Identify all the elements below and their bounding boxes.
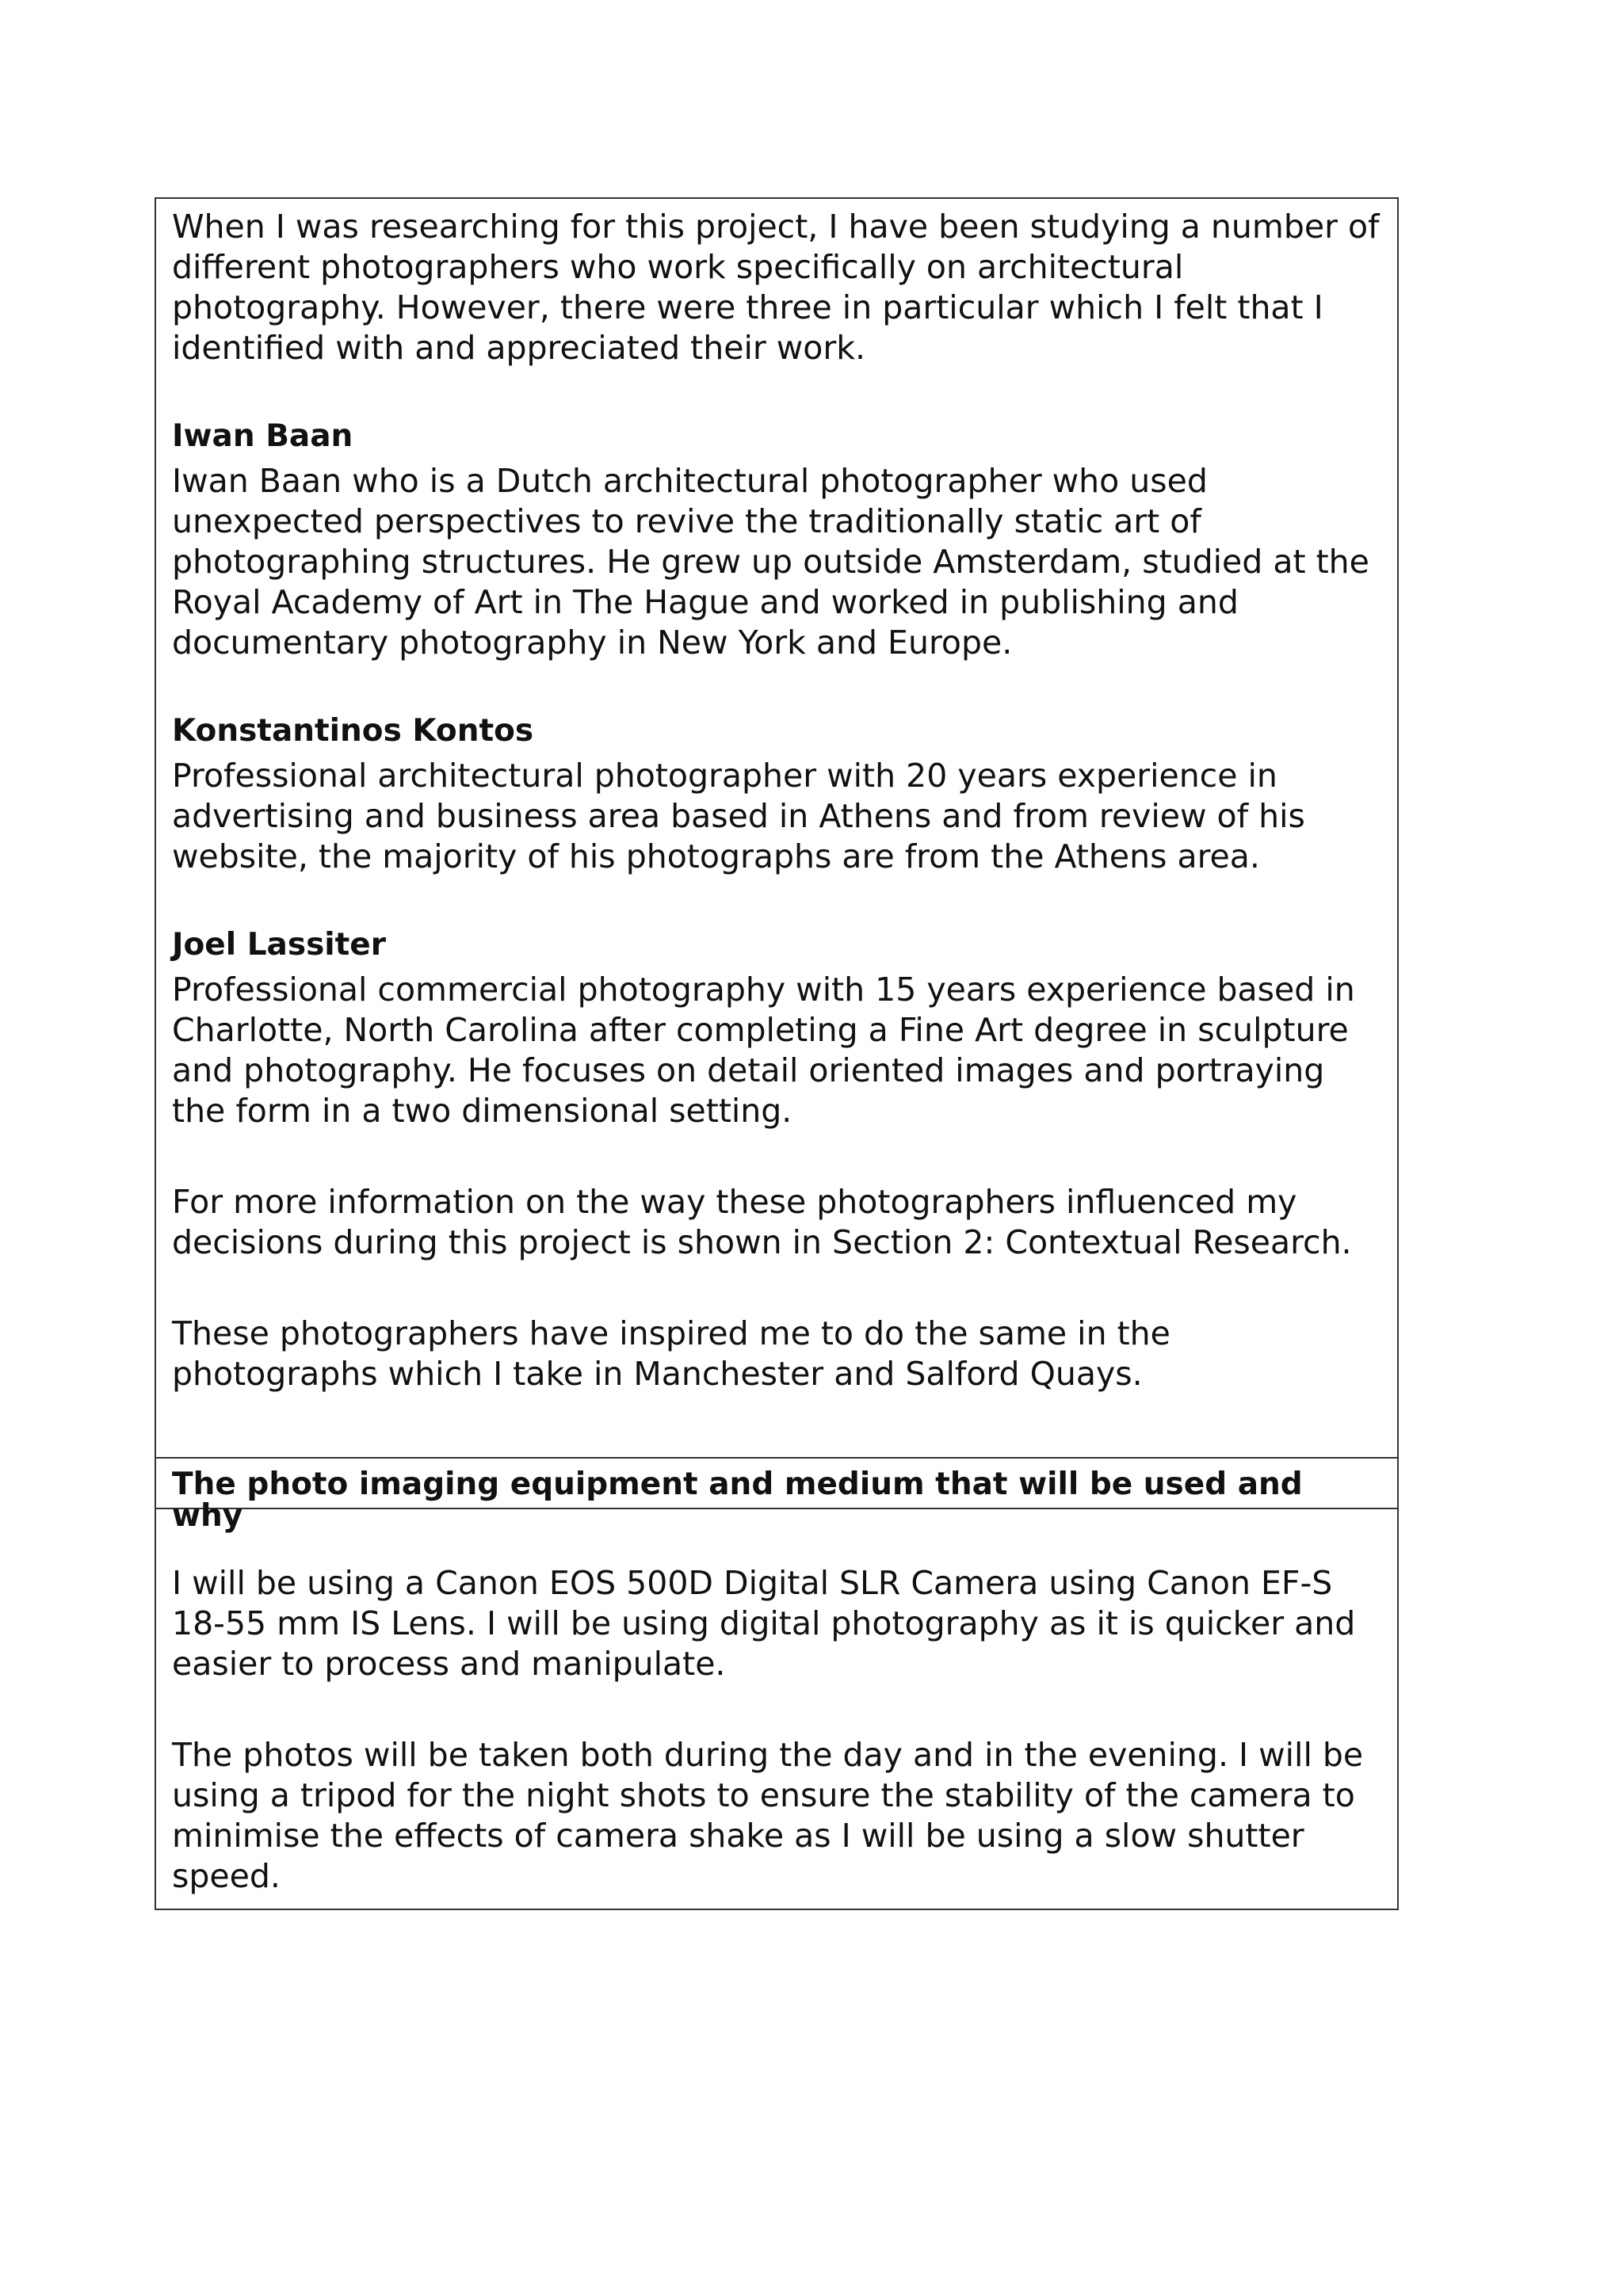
document-table bbox=[155, 197, 1399, 1910]
photographer-bio-iwan-baan: Iwan Baan who is a Dutch architectural photographer who used unexpected perspectives to revive the traditionally static art of photographing structures. He grew up outside Amsterdam, studied at the Royal Academy of Art in The Hague and worked in publishing and documentary photography in New York and Europe. bbox=[172, 462, 1369, 662]
photographer-name-konstantinos-kontos: Konstantinos Kontos bbox=[172, 713, 534, 749]
photographer-name-iwan-baan: Iwan Baan bbox=[172, 418, 353, 454]
photographer-bio-joel-lassiter: Professional commercial photography with 15 years experience based in Charlotte, North Carolina after completing a Fine Art degree in sculpture and photography. He focuses on detail oriented images and portraying the form in a two dimensional setting. bbox=[172, 971, 1355, 1130]
more-info-paragraph: For more information on the way these photographers influenced my decisions during this project is shown in Section 2: Contextual Research. bbox=[172, 1183, 1352, 1261]
equipment-section-heading: The photo imaging equipment and medium that will be used and why bbox=[172, 1466, 1303, 1534]
intro-paragraph: When I was researching for this project, I have been studying a number of different photographers who work specifically on architectural photography. However, there were three in particular which I felt that I identified with and appreciated their work. bbox=[172, 208, 1380, 367]
inspiration-paragraph: These photographers have inspired me to do the same in the photographs which I take in Manchester and Salford Quays. bbox=[172, 1314, 1170, 1393]
photographer-bio-konstantinos-kontos: Professional architectural photographer with 20 years experience in advertising and business area based in Athens and from review of his website, the majority of his photographs are from the Athens area. bbox=[172, 757, 1305, 875]
photographer-name-joel-lassiter: Joel Lassiter bbox=[172, 927, 386, 963]
equipment-heading-cell bbox=[156, 1457, 1397, 1534]
research-cell bbox=[156, 199, 1397, 1457]
equipment-paragraph-camera: I will be using a Canon EOS 500D Digital SLR Camera using Canon EF-S 18-55 mm IS Lens. I will be using digital photography as it is quicker and easier to process and manipulate. bbox=[172, 1564, 1356, 1683]
equipment-paragraph-tripod: The photos will be taken both during the day and in the evening. I will be using a tripod for the night shots to ensure the stability of the camera to minimise the effects of camera shake as I will be using a slow shutter speed. bbox=[172, 1736, 1364, 1895]
equipment-cell bbox=[156, 1509, 1397, 1909]
